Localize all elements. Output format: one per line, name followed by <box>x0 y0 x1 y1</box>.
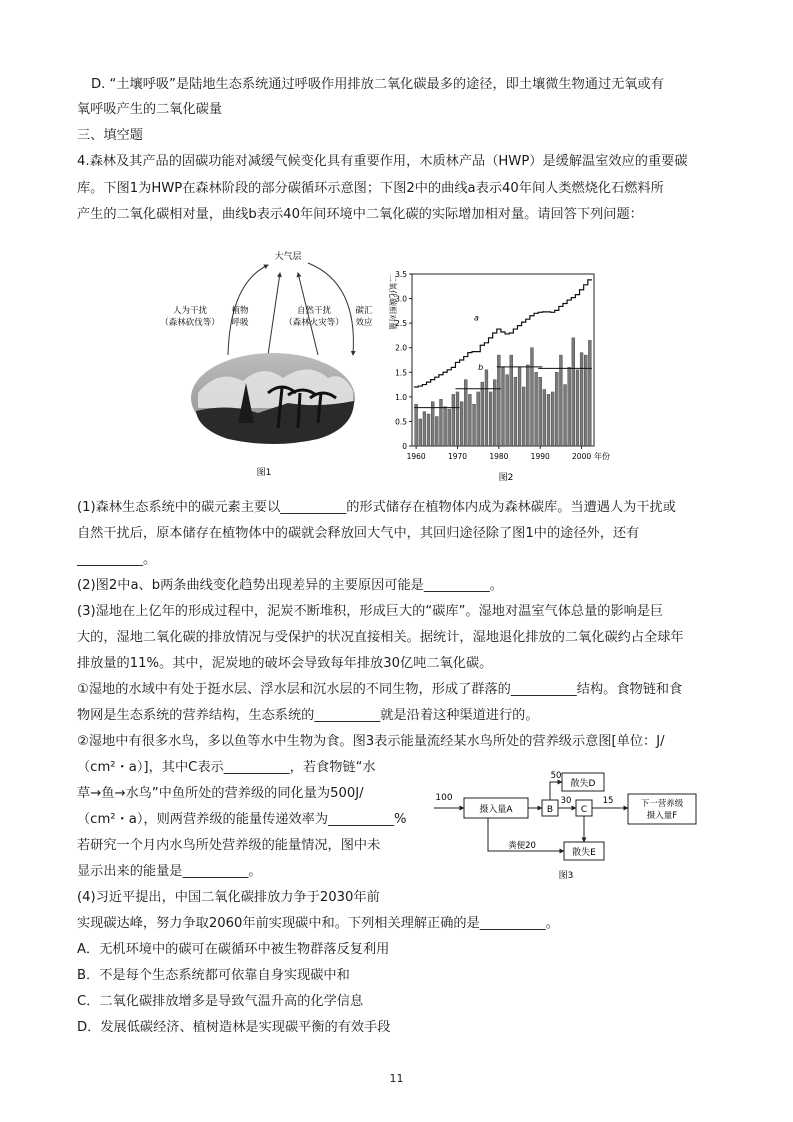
fig3-box-b-label: B <box>546 805 554 815</box>
figure-1-carbon-cycle <box>160 243 388 483</box>
fig1-label-sink: 碳汇 <box>355 306 373 316</box>
fig1-arrow-respiration <box>268 273 280 355</box>
fig3-value-to-d: 50 <box>550 771 562 781</box>
fig2-bar-b <box>444 407 447 446</box>
fig2-y-tick-label: 2.0 <box>395 343 407 353</box>
fig2-y-tick-label: 2.5 <box>395 319 407 329</box>
fig2-bar-b <box>419 419 422 446</box>
fig3-box-f-line1: 下一营养级 <box>640 799 684 809</box>
fig2-bar-b <box>555 372 558 446</box>
fig1-label-plant: 植物 <box>231 306 249 316</box>
fig2-curve-a-label: a <box>474 313 479 323</box>
fig2-bar-b <box>526 365 529 446</box>
fig1-caption: 图1 <box>256 468 272 478</box>
fig2-bar-b <box>435 417 438 446</box>
figure-3-energy-flow <box>432 768 732 886</box>
fig3-box-a-label: 摄入量A <box>479 805 513 815</box>
fig2-y-tick-label: 0.5 <box>395 417 407 427</box>
fig3-box-e-label: 散失E <box>572 848 596 858</box>
q4-line1: (4)习近平提出，中国二氧化碳排放力争于2030年前 <box>77 890 380 905</box>
fig1-label-natural-sub: （森林火灾等） <box>284 318 344 328</box>
q3b-line3: 草→鱼→水鸟”中鱼所处的营养级的同化量为500J/ <box>77 786 364 801</box>
option-d-line2: 氧呼吸产生的二氧化碳量 <box>77 102 223 117</box>
fig2-bar-b <box>576 370 579 446</box>
fig1-label-human: 人为干扰 <box>172 306 208 316</box>
fig2-bar-b <box>564 385 567 446</box>
fig3-box-d-label: 散失D <box>570 779 596 789</box>
fig2-x-tick-label: 1960 <box>406 452 426 461</box>
fig3-box-f-line2: 摄入量F <box>646 811 678 821</box>
q4-line2: 实现碳达峰，努力争取2060年前实现碳中和。下列相关理解正确的是__________。 <box>77 916 559 931</box>
fig2-bar-b <box>423 412 426 446</box>
fig2-x-unit: 年份 <box>594 452 610 461</box>
fig2-bar-b <box>568 367 571 446</box>
fig2-bar-b <box>502 367 505 446</box>
fig1-label-sink-sub: 效应 <box>355 318 373 328</box>
q3a-line1: ①湿地的水域中有处于挺水层、浮水层和沉水层的不同生物，形成了群落的__________结构。食物链和食 <box>77 682 683 697</box>
q3b-line6: 显示出来的能量是__________。 <box>77 864 262 879</box>
q2-line: (2)图2中a、b两条曲线变化趋势出现差异的主要原因可能是__________。 <box>77 578 503 593</box>
fig2-bar-b <box>539 377 542 446</box>
fig2-y-tick-label: 1.5 <box>395 368 407 378</box>
fig2-x-tick-label: 1980 <box>489 452 509 461</box>
fig2-bar-b <box>440 399 443 446</box>
fig2-bar-b <box>427 414 430 446</box>
fig2-x-tick-label: 2000 <box>572 452 592 461</box>
fig2-y-tick-label: 0 <box>402 442 407 451</box>
fig2-bar-b <box>510 355 513 446</box>
fig2-bar-b <box>473 404 476 446</box>
fig2-x-tick-label: 1990 <box>530 452 550 461</box>
fig2-bar-b <box>460 402 463 446</box>
fig2-bar-b <box>518 367 521 446</box>
q3a-line2: 物网是生态系统的营养结构，生态系统的__________就是沿着这种渠道进行的。 <box>77 708 539 723</box>
fig1-label-natural: 自然干扰 <box>296 306 332 316</box>
fig3-box-c-label: C <box>580 805 588 815</box>
fig2-bar-b <box>522 387 525 446</box>
q1-line2: 自然干扰后，原本储存在植物体中的碳就会释放回大气中，其回归途径除了图1中的途径外，还有 <box>77 526 640 541</box>
option-d-line1: D. “土壤呼吸”是陆地生态系统通过呼吸作用排放二氧化碳最多的途径，即土壤微生物通过无氧或有 <box>91 77 664 92</box>
fig2-bar-b <box>464 380 467 446</box>
fig3-value-b-c: 30 <box>560 796 572 806</box>
fig3-caption: 图3 <box>558 871 574 881</box>
fig2-bar-b <box>415 404 418 446</box>
q4-option-b: B．不是每个生态系统都可依靠自身实现碳中和 <box>77 968 350 983</box>
fig1-atmosphere-label: 大气层 <box>274 252 302 262</box>
fig2-bar-b <box>547 394 550 446</box>
fig2-y-tick-label: 3.5 <box>395 270 407 279</box>
fig3-input-value: 100 <box>435 793 453 803</box>
fig3-value-to-f: 15 <box>602 796 614 806</box>
figure-2-co2-chart <box>380 266 620 486</box>
q3b-line4: （cm²・a），则两营养级的能量传递效率为__________% <box>77 812 407 827</box>
fig2-curve-b-label: b <box>478 362 484 372</box>
fig2-y-tick-label: 1.0 <box>395 392 407 402</box>
fig2-y-label: 二氧化碳相对量 <box>388 274 397 330</box>
q3b-line5: 若研究一个月内水鸟所处营养级的能量情况，图中未 <box>77 838 381 853</box>
page-number: 11 <box>389 1072 404 1085</box>
q4-option-d: D．发展低碳经济、植树造林是实现碳平衡的有效手段 <box>77 1020 391 1035</box>
fig2-bar-b <box>448 409 451 446</box>
question-intro-line2: 库。下图1为HWP在森林阶段的部分碳循环示意图；下图2中的曲线a表示40年间人类燃烧化石燃料所 <box>77 181 664 196</box>
q3b-line1: ②湿地中有很多水鸟，多以鱼等水中生物为食。图3表示能量流经某水鸟所处的营养级示意图[单位：J/ <box>77 734 665 749</box>
fig2-bar-b <box>431 402 434 446</box>
q3b-line2: （cm²・a）]，其中C表示__________，若食物链“水 <box>77 760 376 775</box>
q3-line2: 大的，湿地二氧化碳的排放情况与受保护的状况直接相关。据统计，湿地退化排放的二氧化碳约占全球年 <box>77 630 684 645</box>
fig2-bar-b <box>481 382 484 446</box>
fig2-bar-b <box>456 392 459 446</box>
q4-option-a: A．无机环境中的碳可在碳循环中被生物群落反复利用 <box>77 942 390 957</box>
fig2-x-tick-label: 1970 <box>447 452 468 461</box>
fig1-forest-image <box>191 353 355 444</box>
fig2-bar-b <box>485 370 488 446</box>
question-intro-line3: 产生的二氧化碳相对量，曲线b表示40年间环境中二氧化碳的实际增加相对量。请回答下列问题： <box>77 207 643 222</box>
fig2-bar-b <box>506 375 509 446</box>
fig2-bar-b <box>572 338 575 446</box>
fig2-bar-b <box>535 372 538 446</box>
fig3-feces-label: 粪便20 <box>508 841 536 851</box>
fig1-label-plant-sub: 呼吸 <box>231 318 249 328</box>
section-heading: 三、填空题 <box>77 128 143 143</box>
fig2-bar-b <box>452 394 455 446</box>
fig2-bar-b <box>543 389 546 446</box>
fig2-bar-b <box>580 353 583 446</box>
fig2-y-tick-label: 3.0 <box>395 294 407 304</box>
fig2-bar-b <box>493 380 496 446</box>
fig1-label-human-sub: （森林砍伐等） <box>160 318 220 328</box>
q3-line1: (3)湿地在上亿年的形成过程中，泥炭不断堆积，形成巨大的“碳库”。湿地对温室气体总量的影响是巨 <box>77 604 664 619</box>
fig2-bar-b <box>551 392 554 446</box>
fig2-bar-b <box>468 394 471 446</box>
q1-line3: __________。 <box>77 552 157 567</box>
fig2-bar-b <box>489 392 492 446</box>
fig2-bar-b <box>497 355 500 446</box>
q3-line3: 排放量的11%。其中，泥炭地的破坏会导致每年排放30亿吨二氧化碳。 <box>77 656 493 671</box>
fig2-bar-b <box>514 377 517 446</box>
fig2-caption: 图2 <box>498 473 514 483</box>
fig2-bar-b <box>477 392 480 446</box>
question-intro-line1: 4.森林及其产品的固碳功能对减缓气候变化具有重要作用，木质林产品（HWP）是缓解温室效应的重要碳 <box>77 154 688 169</box>
q1-line1: (1)森林生态系统中的碳元素主要以__________的形式储存在植物体内成为森林碳库。当遭遇人为干扰或 <box>77 500 676 515</box>
fig2-bar-b <box>531 348 534 446</box>
fig2-bar-b <box>588 340 591 446</box>
q4-option-c: C．二氧化碳排放增多是导致气温升高的化学信息 <box>77 994 364 1009</box>
